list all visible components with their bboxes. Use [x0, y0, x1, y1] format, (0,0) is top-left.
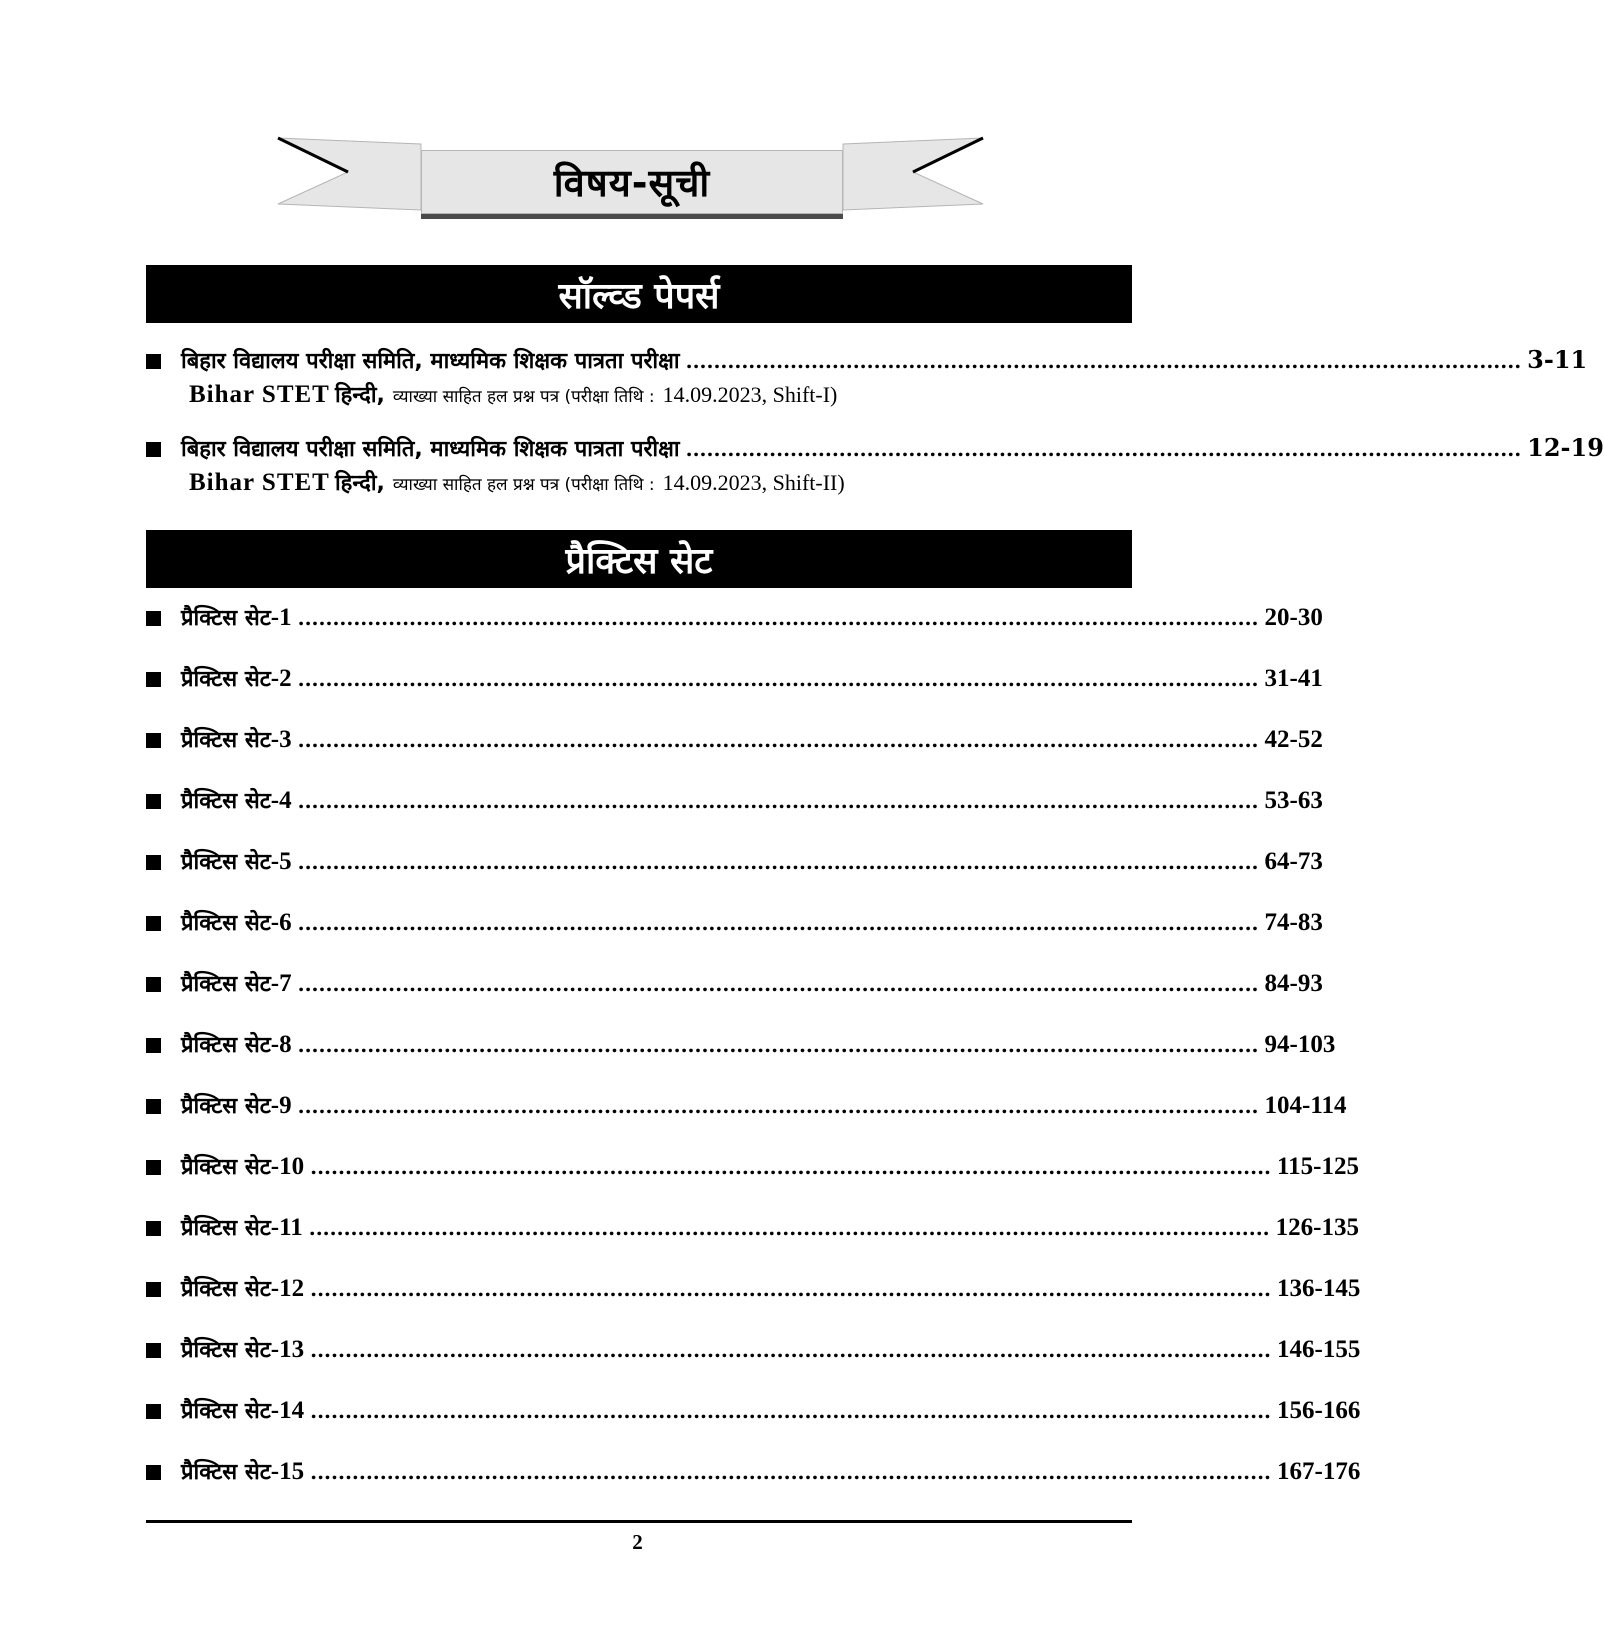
entry-title-row — [146, 345, 1588, 379]
set-label: प्रैक्टिस सेट — [181, 1338, 271, 1363]
set-pages: 74-83 — [1264, 909, 1323, 936]
exam-name: Bihar STET — [189, 381, 330, 408]
exam-date: 14.09.2023, Shift-I) — [662, 382, 838, 407]
exam-name: Bihar STET — [189, 469, 330, 496]
set-number: -7 — [270, 970, 292, 997]
set-number: -15 — [270, 1458, 305, 1485]
set-number: -2 — [270, 665, 292, 692]
dot-leader: .......................................................................................................................................... — [310, 1277, 1272, 1301]
solved-paper-entry[interactable] — [146, 433, 1604, 501]
set-number: -8 — [270, 1031, 292, 1058]
set-number: -4 — [270, 787, 292, 814]
set-label: प्रैक्टिस सेट — [181, 728, 271, 753]
set-label: प्रैक्टिस सेट — [181, 1277, 271, 1302]
set-label: प्रैक्टिस सेट — [181, 1155, 271, 1180]
set-number: -13 — [270, 1336, 305, 1363]
set-label: प्रैक्टिस सेट — [181, 1033, 271, 1058]
set-pages: 115-125 — [1277, 1153, 1359, 1180]
square-bullet-icon — [146, 1465, 161, 1480]
square-bullet-icon — [146, 1099, 161, 1114]
practice-set-item[interactable] — [146, 663, 1323, 724]
section-header-practice-sets — [146, 530, 1132, 588]
square-bullet-icon — [146, 1221, 161, 1236]
set-number: -10 — [270, 1153, 305, 1180]
square-bullet-icon — [146, 855, 161, 870]
set-label: प्रैक्टिस सेट — [181, 1216, 271, 1241]
entry-title-row — [146, 433, 1604, 467]
title-banner — [278, 132, 983, 228]
entry-title: बिहार विद्यालय परीक्षा समिति, माध्यमिक शिक्षक पात्रता परीक्षा — [181, 349, 680, 374]
square-bullet-icon — [146, 1282, 161, 1297]
section-header-solved-papers — [146, 265, 1132, 323]
dot-leader: .......................................................................................................................................... — [297, 972, 1259, 996]
square-bullet-icon — [146, 1160, 161, 1175]
footer-divider — [146, 1520, 1132, 1523]
set-label: प्रैक्टिस सेट — [181, 1460, 271, 1485]
square-bullet-icon — [146, 442, 161, 457]
set-pages: 42-52 — [1264, 726, 1323, 753]
dot-leader: .......................................................................................................................................... — [310, 1155, 1272, 1179]
page-number: 2 — [632, 1530, 643, 1554]
dot-leader: .......................................................................................................................................... — [297, 850, 1259, 874]
set-pages: 84-93 — [1264, 970, 1323, 997]
set-number: -1 — [270, 604, 292, 631]
dot-leader: .......................................................................................................................................... — [310, 1399, 1272, 1423]
set-label: प्रैक्टिस सेट — [181, 911, 271, 936]
dot-leader: .......................................................................................................................................... — [297, 789, 1259, 813]
square-bullet-icon — [146, 1343, 161, 1358]
set-pages: 146-155 — [1277, 1336, 1361, 1363]
set-pages: 156-166 — [1277, 1397, 1361, 1424]
set-pages: 53-63 — [1264, 787, 1323, 814]
set-pages: 94-103 — [1264, 1031, 1336, 1058]
dot-leader: .......................................................................................................................................... — [297, 728, 1259, 752]
set-number: -14 — [270, 1397, 305, 1424]
set-number: -9 — [270, 1092, 292, 1119]
entry-pages: 3-11 — [1527, 345, 1588, 374]
dot-leader: .......................................................................................................................................... — [310, 1460, 1272, 1484]
dot-leader: .......................................................................................................................................... — [297, 1094, 1259, 1118]
page-title: विषय-सूची — [553, 161, 711, 205]
dot-leader: .......................................................................................................................................... — [297, 606, 1259, 630]
dot-leader: .......................................................................................................................................... — [297, 911, 1259, 935]
set-number: -11 — [270, 1214, 303, 1241]
entry-subtitle-row — [189, 467, 1132, 501]
practice-set-list — [146, 602, 1361, 1517]
set-pages: 167-176 — [1277, 1458, 1361, 1485]
set-label: प्रैक्टिस सेट — [181, 1399, 271, 1424]
practice-set-item[interactable] — [146, 724, 1323, 785]
section-title: प्रैक्टिस सेट — [565, 540, 713, 582]
practice-set-item[interactable] — [146, 1090, 1347, 1151]
entry-pages: 12-19 — [1527, 433, 1604, 462]
dot-leader: .......................................................................................................................................... — [297, 1033, 1259, 1057]
set-label: प्रैक्टिस सेट — [181, 606, 271, 631]
set-pages: 31-41 — [1264, 665, 1323, 692]
square-bullet-icon — [146, 1404, 161, 1419]
square-bullet-icon — [146, 733, 161, 748]
set-number: -5 — [270, 848, 292, 875]
square-bullet-icon — [146, 916, 161, 931]
set-pages: 64-73 — [1264, 848, 1323, 875]
practice-set-item[interactable] — [146, 785, 1323, 846]
exam-date: 14.09.2023, Shift-II) — [662, 470, 845, 495]
subject-name: हिन्दी, — [334, 471, 385, 496]
set-number: -3 — [270, 726, 292, 753]
square-bullet-icon — [146, 977, 161, 992]
square-bullet-icon — [146, 794, 161, 809]
set-number: -6 — [270, 909, 292, 936]
subject-name: हिन्दी, — [334, 383, 385, 408]
entry-title: बिहार विद्यालय परीक्षा समिति, माध्यमिक शिक्षक पात्रता परीक्षा — [181, 437, 680, 462]
practice-set-item[interactable] — [146, 968, 1323, 1029]
set-pages: 104-114 — [1264, 1092, 1347, 1119]
practice-set-item[interactable] — [146, 1029, 1336, 1090]
square-bullet-icon — [146, 672, 161, 687]
dot-leader: .......................................................................................................................................... — [310, 1338, 1272, 1362]
dot-leader: .......................................................................................................................................... — [297, 667, 1259, 691]
set-label: प्रैक्टिस सेट — [181, 972, 271, 997]
practice-set-item[interactable] — [146, 846, 1323, 907]
set-label: प्रैक्टिस सेट — [181, 789, 271, 814]
set-label: प्रैक्टिस सेट — [181, 850, 271, 875]
practice-set-item[interactable] — [146, 1334, 1361, 1395]
set-pages: 126-135 — [1275, 1214, 1359, 1241]
set-label: प्रैक्टिस सेट — [181, 1094, 271, 1119]
entry-description: व्याख्या साहित हल प्रश्न पत्र (परीक्षा तिथि : — [392, 475, 655, 495]
set-number: -12 — [270, 1275, 305, 1302]
dot-leader: ........................................................................................................................ — [685, 349, 1522, 373]
practice-set-item[interactable] — [146, 1151, 1359, 1212]
dot-leader: ........................................................................................................................ — [685, 437, 1522, 461]
entry-description: व्याख्या साहित हल प्रश्न पत्र (परीक्षा तिथि : — [392, 387, 655, 407]
section-title: सॉल्व्ड पेपर्स — [558, 275, 720, 317]
square-bullet-icon — [146, 1038, 161, 1053]
practice-set-item[interactable] — [146, 1395, 1361, 1456]
dot-leader: .......................................................................................................................................... — [308, 1216, 1270, 1240]
set-pages: 136-145 — [1277, 1275, 1361, 1302]
practice-set-item[interactable] — [146, 1273, 1361, 1334]
practice-set-item[interactable] — [146, 1212, 1359, 1273]
set-pages: 20-30 — [1264, 604, 1323, 631]
title-box — [421, 150, 843, 214]
entry-subtitle-row — [189, 379, 1132, 413]
set-label: प्रैक्टिस सेट — [181, 667, 271, 692]
practice-set-item[interactable] — [146, 907, 1323, 968]
square-bullet-icon — [146, 611, 161, 626]
square-bullet-icon — [146, 354, 161, 369]
practice-set-item[interactable] — [146, 1456, 1361, 1517]
practice-set-item[interactable] — [146, 602, 1323, 663]
solved-paper-entry[interactable] — [146, 345, 1588, 413]
